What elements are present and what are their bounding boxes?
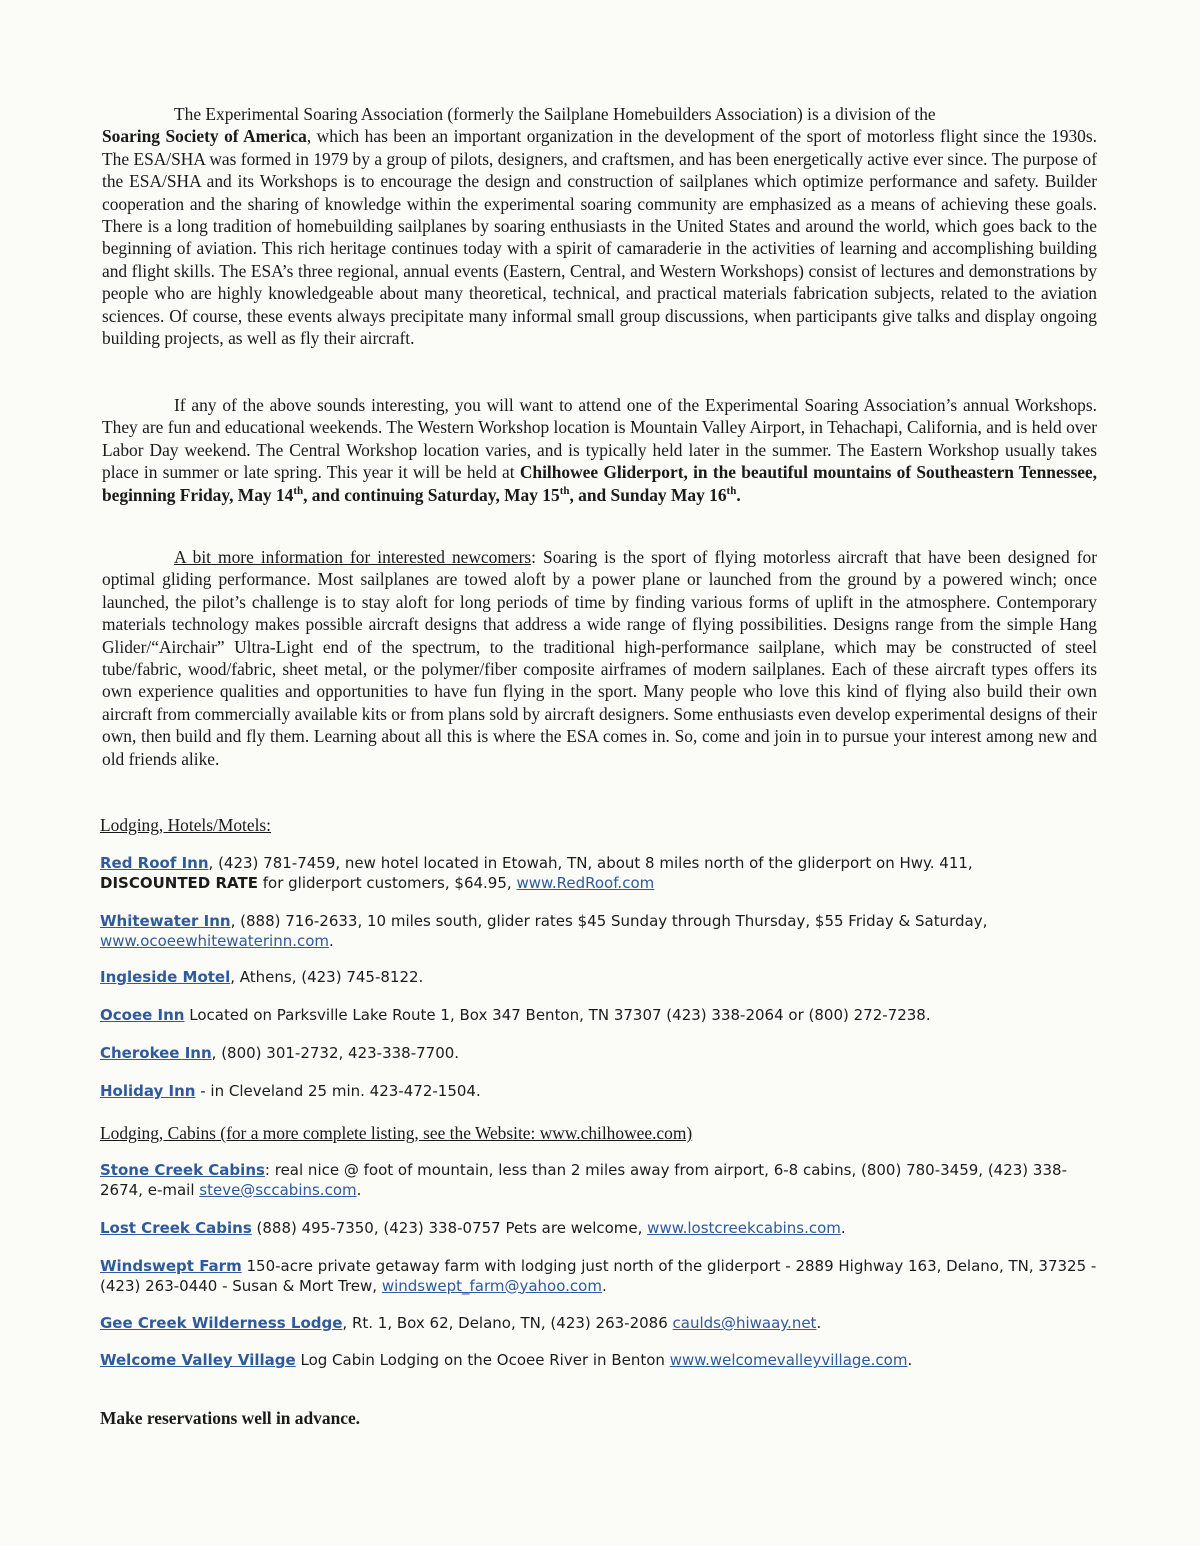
hotel-entry <box>100 1044 1100 1064</box>
cabin-name-link[interactable]: Stone Creek Cabins <box>100 1161 265 1179</box>
hotel-details: , (800) 301-2732, 423-338-7700. <box>211 1044 460 1062</box>
hotel-name-link[interactable]: Ocoee Inn <box>100 1006 185 1024</box>
intro-paragraph <box>102 103 1097 349</box>
closing-note: Make reservations well in advance. <box>100 1408 361 1428</box>
hotel-details: , Athens, (423) 745-8122. <box>230 968 424 986</box>
cabin-entry <box>100 1161 1100 1200</box>
cabin-details: (888) 495-7350, (423) 338-0757 Pets are welcome, <box>251 1219 648 1237</box>
hotel-details: Located on Parksville Lake Route 1, Box 347 Benton, TN 37307 (423) 338-2064 or (800) 272-7238. <box>184 1006 931 1024</box>
hotel-details: for gliderport customers, $64.95, <box>257 873 517 892</box>
workshops-date-2: , and continuing Saturday, May 15 <box>303 484 560 505</box>
cabin-entry <box>100 1351 1100 1371</box>
cabins-heading: Lodging, Cabins (for a more complete listing, see the Website: www.chilhowee.com) <box>100 1123 693 1143</box>
hotel-entry <box>100 1082 1100 1102</box>
hotel-details: - in Cleveland 25 min. 423-472-1504. <box>195 1082 481 1100</box>
cabin-details: : real nice @ foot of mountain, less than 2 miles away from airport, 6-8 cabins, (800) 780-3459, (423) 338-2674, e-mail <box>100 1161 1067 1199</box>
cabin-tail: . <box>601 1276 607 1295</box>
cabin-name-link[interactable]: Windswept Farm <box>100 1257 242 1275</box>
cabin-entry <box>100 1219 1100 1239</box>
hotel-name-link[interactable]: Ingleside Motel <box>100 968 231 986</box>
hotel-details: , (888) 716-2633, 10 miles south, glider rates $45 Sunday through Thursday, $55 Friday & Saturday, <box>230 912 988 930</box>
hotel-entry <box>100 912 1100 951</box>
hotel-name-link[interactable]: Holiday Inn <box>100 1082 196 1100</box>
cabin-website-link[interactable]: www.lostcreekcabins.com <box>647 1219 841 1237</box>
cabin-name-link[interactable]: Lost Creek Cabins <box>100 1219 252 1237</box>
workshops-location: Chilhowee Gliderport, in the beautiful mountains of Southeastern Tennessee, beginning Friday, May 14 <box>102 462 1097 505</box>
intro-text-2: , which has been an important organization in the development of the sport of motorless flight since the 1930s. The ESA/SHA was formed in 1979 by a group of pilots, designers, and craftsmen, and has been energetically active ever since. The purpose of the ESA/SHA and its Workshops is to encourage the design and construction of sailplanes which optimize performance and safety. Builder cooperation and the sharing of knowledge within the experimental soaring community are emphasized as a means of achieving these goals. There is a long tradition of homebuilding sailplanes by soaring enthusiasts in the United States and around the world, which goes back to the beginning of aviation. This rich heritage continues today with a spirit of camaraderie in the activities of learning and accomplishing building and flight skills. The ESA’s three regional, annual events (Eastern, Central, and Western Workshops) consist of lectures and demonstrations by people who are highly knowledgeable about many theoretical, technical, and practical materials fabrication subjects, related to the aviation sciences. Of course, these events always precipitate many informal small group discussions, when participants give talks and display ongoing building projects, as well as fly their aircraft. <box>102 126 1097 349</box>
newcomers-text: : Soaring is the sport of flying motorless aircraft that have been designed for optimal gliding performance. Most sailplanes are towed aloft by a power plane or launched from the ground by a powered winch; once launched, the pilot’s challenge is to stay aloft for long periods of time by finding various forms of uplift in the atmosphere. Contemporary materials technology makes possible aircraft designs that address a wide range of flying possibilities. Designs range from the simple Hang Glider/“Airchair” Ultra-Light end of the spectrum, to the traditional high-performance sailplane, which may be constructed of steel tube/fabric, wood/fabric, sheet metal, or the polymer/fiber composite airframes of modern sailplanes. Each of these aircraft types offers its own experience qualities and opportunities to have fun flying in the sport. Many people who love this kind of flying also build their own aircraft from commercially available kits or from plans sold by aircraft designers. Some enthusiasts even develop experimental designs of their own, then build and fly them. Learning about all this is where the ESA comes in. So, come and join in to pursue your interest among new and old friends alike. <box>102 547 1097 769</box>
ordinal-suffix: th <box>293 484 304 497</box>
workshops-end: . <box>736 484 741 505</box>
hotel-details: , (423) 781-7459, new hotel located in Etowah, TN, about 8 miles north of the gliderport on Hwy. 411, <box>208 854 973 872</box>
intro-org-name: Soaring Society of America <box>102 126 307 147</box>
cabin-details: 150-acre private getaway farm with lodging just north of the gliderport - 2889 Highway 163, Delano, TN, 37325 - (423) 263-0440 - Susan & Mort Trew, <box>100 1257 1097 1295</box>
cabin-details: , Rt. 1, Box 62, Delano, TN, (423) 263-2086 <box>342 1314 673 1332</box>
cabin-details: Log Cabin Lodging on the Ocoee River in Benton <box>295 1351 670 1369</box>
hotel-name-link[interactable]: Red Roof Inn <box>100 854 209 872</box>
cabin-website-link[interactable]: www.welcomevalleyvillage.com <box>669 1351 908 1369</box>
hotels-heading: Lodging, Hotels/Motels: <box>100 815 272 835</box>
hotel-entry <box>100 968 1100 988</box>
cabin-tail: . <box>840 1219 846 1237</box>
hotel-name-link[interactable]: Whitewater Inn <box>100 912 231 930</box>
hotel-entry <box>100 1006 1100 1026</box>
workshops-date-3: , and Sunday May 16 <box>569 484 727 505</box>
hotel-tail: . <box>329 931 334 950</box>
cabin-tail: . <box>816 1314 822 1332</box>
hotel-name-link[interactable]: Cherokee Inn <box>100 1044 212 1062</box>
ordinal-suffix: th <box>559 484 570 497</box>
cabin-email-link[interactable]: windswept_farm@yahoo.com <box>381 1276 602 1295</box>
discount-label: DISCOUNTED RATE <box>100 873 258 892</box>
cabin-entry <box>100 1257 1100 1296</box>
cabin-name-link[interactable]: Welcome Valley Village <box>100 1351 296 1369</box>
cabin-email-link[interactable]: caulds@hiwaay.net <box>672 1314 817 1332</box>
cabin-name-link[interactable]: Gee Creek Wilderness Lodge <box>100 1314 343 1332</box>
workshops-paragraph <box>102 394 1097 506</box>
newcomers-paragraph <box>102 546 1097 770</box>
cabin-tail: . <box>907 1351 913 1369</box>
hotel-website-link[interactable]: www.RedRoof.com <box>516 873 655 892</box>
hotel-entry <box>100 854 1100 893</box>
cabin-entry <box>100 1314 1100 1334</box>
intro-text-1: The Experimental Soaring Association (formerly the Sailplane Homebuilders Association) is a division of the <box>174 104 936 124</box>
workshops-text: If any of the above sounds interesting, you will want to attend one of the Experimental Soaring Association’s annual Workshops. They are fun and educational weekends. The Western Workshop location is Mountain Valley Airport, in Tehachapi, California, and is held over Labor Day weekend. The Central Workshop location varies, and is typically held later in the summer. The Eastern Workshop usually takes place in summer or late spring. This year it will be held at <box>102 395 1097 483</box>
ordinal-suffix: th <box>726 484 737 497</box>
cabin-tail: . <box>356 1180 362 1199</box>
hotel-website-link[interactable]: www.ocoeewhitewaterinn.com <box>100 931 330 950</box>
newcomers-lead: A bit more information for interested newcomers <box>174 547 532 567</box>
cabin-email-link[interactable]: steve@sccabins.com <box>199 1180 357 1199</box>
